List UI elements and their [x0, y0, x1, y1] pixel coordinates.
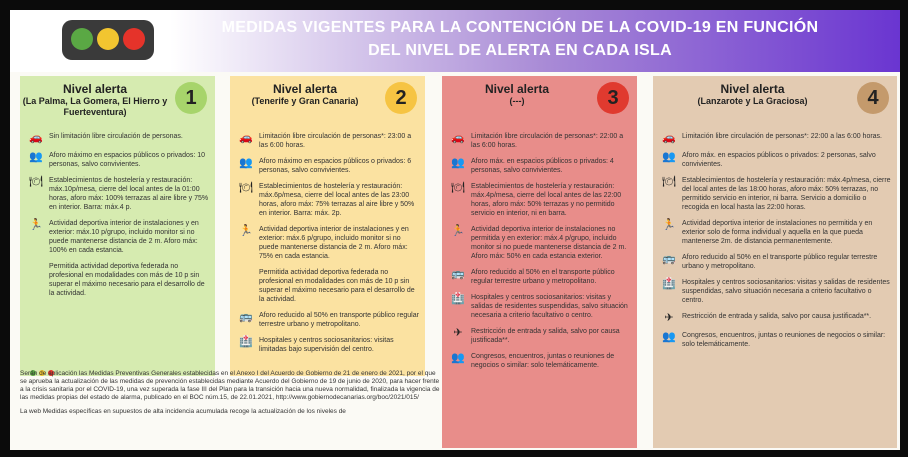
- measure-text: Permitida actividad deportiva federada no profesional en modalidades con más de 10 p sin superar el máximo necesario para el desarrollo de la actividad.: [49, 263, 205, 297]
- level-islands: (La Palma, La Gomera, El Hierro y Fuerteventura): [22, 96, 168, 117]
- meeting-icon: 👥: [662, 330, 676, 343]
- title-line-1: MEDIDAS VIGENTES PARA LA CONTENCIÓN DE LA COVID-19 EN FUNCIÓN: [221, 19, 819, 36]
- measure-item: [28, 219, 209, 255]
- measure-item: [28, 176, 209, 212]
- measure-text: Actividad deportiva interior de instalaciones y en exterior: máx.10 p/grupo, incluido monitor si no puede mantenerse distancia de 2 m. Aforo máx: 100% en cada estancia.: [49, 220, 199, 254]
- level-2-column: [230, 76, 425, 376]
- level-islands: (---): [509, 96, 525, 106]
- hospital-icon: 🏥: [451, 292, 465, 305]
- dining-icon: 🍽: [662, 175, 676, 188]
- measure-item: [450, 268, 631, 286]
- measure-item: [238, 225, 419, 261]
- running-icon: 🏃: [29, 218, 43, 231]
- level-title: Nivel alerta: [720, 82, 785, 96]
- measure-item: [450, 352, 631, 370]
- measure-item: [661, 253, 891, 271]
- measure-item: [450, 225, 631, 261]
- running-icon: 🏃: [451, 224, 465, 237]
- meeting-icon: 👥: [451, 351, 465, 364]
- measure-text: Restricción de entrada y salida, salvo por causa justificada**.: [682, 313, 872, 320]
- measure-text: Actividad deportiva interior de instalaciones no permitida y en exterior: máx.4 p/grupo, incluido monitor si no puede mantenerse distancia de 2 m. Aforo máx: 50% en cada estancia exterior.: [471, 226, 627, 260]
- yellow-light: [97, 28, 119, 50]
- title-line-2: DEL NIVEL DE ALERTA EN CADA ISLA: [368, 42, 672, 59]
- hospital-icon: 🏥: [239, 335, 253, 348]
- footer-text-2: La web Medidas específicas en supuestos de alta incidencia acumulada recoge la actualización de los niveles de: [20, 408, 346, 415]
- measure-item: [238, 182, 419, 218]
- measure-text: Hospitales y centros sociosanitarios: visitas limitadas bajo supervisión del centro.: [259, 337, 394, 353]
- measure-text: Hospitales y centros sociosanitarios: visitas y salidas de residentes suspendidas, salvo situación necesaria a criterio facultativo o centro.: [471, 294, 628, 319]
- dining-icon: 🍽: [239, 181, 253, 194]
- level-title: Nivel alerta: [484, 82, 550, 96]
- plane-icon: ✈: [453, 326, 463, 339]
- measure-item: [450, 293, 631, 320]
- level-header: [442, 76, 637, 132]
- measure-item: [450, 327, 631, 345]
- level-header: [653, 76, 897, 132]
- measure-text: Establecimientos de hostelería y restauración: máx.6p/mesa, cierre del local antes de las 23:00 horas, aforo máx: 75% terrazas al aire libre y 50% en interior. Barra: máx. 2p.: [259, 183, 415, 217]
- measure-text: Permitida actividad deportiva federada no profesional en modalidades con más de 10 p sin superar el máximo necesario para el desarrollo de la actividad.: [259, 269, 415, 303]
- footer-note: [20, 370, 440, 416]
- green-light: [71, 28, 93, 50]
- measure-text: Hospitales y centros sociosanitarios: visitas y salidas de residentes suspendidas, salvo situación necesaria a criterio facultativo o centro.: [682, 279, 890, 304]
- level-number-badge: 4: [857, 82, 889, 114]
- bus-icon: 🚌: [239, 310, 253, 323]
- measure-text: Aforo reducido al 50% en el transporte público regular terrestre urbano y metropolitano.: [682, 254, 878, 270]
- people-icon: 👥: [29, 150, 43, 163]
- level-title: Nivel alerta: [272, 82, 338, 96]
- measure-item: [450, 132, 631, 150]
- infographic-page: [10, 10, 900, 450]
- measure-text: Aforo máx. en espacios públicos o privados: 4 personas, salvo convivientes.: [471, 158, 614, 174]
- car-icon: 🚗: [662, 131, 676, 144]
- spacer: [238, 268, 254, 280]
- measure-text: Sin limitación libre circulación de personas.: [49, 133, 183, 140]
- measure-text: Aforo máx. en espacios públicos o privados: 2 personas, salvo convivientes.: [682, 152, 876, 168]
- measure-text: Limitación libre circulación de personas*: 22:00 a las 6:00 horas.: [471, 133, 624, 149]
- level-1-column: [20, 76, 215, 376]
- people-icon: 👥: [662, 150, 676, 163]
- measure-text: Establecimientos de hostelería y restauración: máx.4p/mesa, cierre del local antes de las 22:00 horas, aforo máx: 50% terrazas y no permitido servicio en interior, ni en barra.: [471, 183, 622, 217]
- measure-text: Limitación libre circulación de personas*: 23:00 a las 6:00 horas.: [259, 133, 412, 149]
- measure-text: Congresos, encuentros, juntas o reuniones de negocios o similar: solo telemáticamente.: [682, 332, 886, 348]
- measure-text: Actividad deportiva interior de instalaciones no permitida y en exterior solo de forma individual y aquella en la que pueda mantenerse 2m. de distancia permanentemente.: [682, 220, 873, 245]
- measure-item: [28, 262, 209, 298]
- measure-text: Establecimientos de hostelería y restauración: máx.4p/mesa, cierre del local antes de las 18:00 horas, aforo máx: 50% terrazas, no permitido servicio en interior, ni barra. Servicio a domicilio o recogida en local hasta las 22:00 horas.: [682, 177, 891, 211]
- level-header: [230, 76, 425, 132]
- dining-icon: 🍽: [29, 175, 43, 188]
- car-icon: 🚗: [29, 131, 43, 144]
- measure-item: [661, 219, 891, 246]
- measure-text: Restricción de entrada y salida, salvo por causa justificada**.: [471, 328, 620, 344]
- measure-item: [238, 268, 419, 304]
- measure-text: Establecimientos de hostelería y restauración: máx.10p/mesa, cierre del local antes de la 01:00 horas, aforo máx: 100% terrazas al aire libre y 75% en interior. Barra: máx.4 p.: [49, 177, 209, 211]
- level-header: [20, 76, 215, 132]
- measure-item: [661, 176, 891, 212]
- measure-item: [28, 151, 209, 169]
- level-islands: (Lanzarote y La Graciosa): [697, 96, 808, 106]
- footer-text: Serán de aplicación las Medidas Preventivas Generales establecidas en el Anexo I del Acuerdo de Gobierno de 21 de enero de 2021, por el que se aprueba la actualización de las medidas de prevención establecidas mediante Acuerdo del Gobierno de 19 de junio de 2020, para hacer frente a la crisis sanitaria por el COVID-19, una vez superada la fase III del Plan para la transición hacia una nueva normalidad, finalizada la vigencia de las medidas propias del estado de alarma, publicado en el BOC núm.15, de 22.01.2021, http://www.gobiernodecanarias.org/boc/2021/015/: [20, 370, 440, 401]
- people-icon: 👥: [239, 156, 253, 169]
- running-icon: 🏃: [239, 224, 253, 237]
- measure-text: Actividad deportiva interior de instalaciones y en exterior: máx.6 p/grupo, incluido monitor si no puede mantenerse distancia de 2 m. Aforo máx: 75% en cada estancia.: [259, 226, 409, 260]
- page-title: [180, 16, 860, 62]
- measure-item: [238, 336, 419, 354]
- level-number-badge: 2: [385, 82, 417, 114]
- people-icon: 👥: [451, 156, 465, 169]
- hospital-icon: 🏥: [662, 277, 676, 290]
- measure-item: [28, 132, 209, 144]
- measure-item: [661, 331, 891, 349]
- measure-item: [450, 157, 631, 175]
- plane-icon: ✈: [664, 311, 674, 324]
- level-3-column: [442, 76, 637, 448]
- measure-text: Aforo reducido al 50% en el transporte público regular terrestre urbano y metropolitano.: [471, 269, 615, 285]
- dining-icon: 🍽: [451, 181, 465, 194]
- spacer: [28, 262, 44, 274]
- measure-item: [238, 157, 419, 175]
- car-icon: 🚗: [239, 131, 253, 144]
- level-number-badge: 1: [175, 82, 207, 114]
- traffic-light-icon: [62, 20, 154, 60]
- measure-text: Limitación libre circulación de personas*: 22:00 a las 6:00 horas.: [682, 133, 883, 140]
- measure-item: [661, 132, 891, 144]
- level-number-badge: 3: [597, 82, 629, 114]
- measure-item: [450, 182, 631, 218]
- measure-item: [661, 312, 891, 324]
- measure-item: [661, 278, 891, 305]
- measure-item: [238, 132, 419, 150]
- measure-text: Aforo máximo en espacios públicos o privados: 10 personas, salvo convivientes.: [49, 152, 206, 168]
- measure-item: [661, 151, 891, 169]
- running-icon: 🏃: [662, 218, 676, 231]
- measure-text: Congresos, encuentros, juntas o reuniones de negocios o similar: solo telemáticamente.: [471, 353, 615, 369]
- bus-icon: 🚌: [451, 267, 465, 280]
- red-light: [123, 28, 145, 50]
- level-islands: (Tenerife y Gran Canaria): [251, 96, 359, 106]
- car-icon: 🚗: [451, 131, 465, 144]
- level-title: Nivel alerta: [62, 82, 128, 96]
- header-banner: [10, 10, 900, 72]
- bus-icon: 🚌: [662, 252, 676, 265]
- level-4-column: [653, 76, 897, 448]
- measure-text: Aforo máximo en espacios públicos o privados: 6 personas, salvo convivientes.: [259, 158, 412, 174]
- measure-item: [238, 311, 419, 329]
- measure-text: Aforo reducido al 50% en transporte público regular terrestre urbano y metropolitano.: [259, 312, 419, 328]
